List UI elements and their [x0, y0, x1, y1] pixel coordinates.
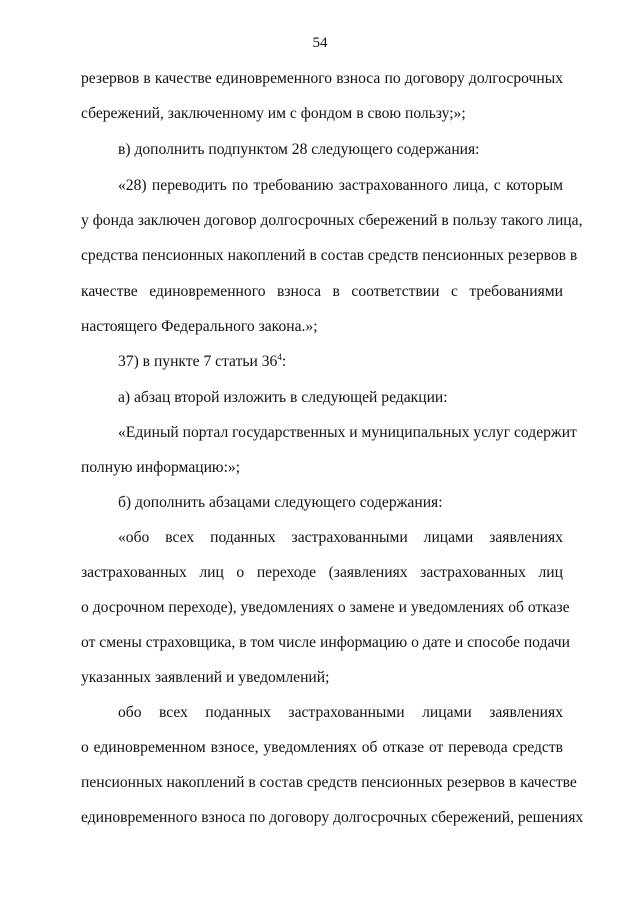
text-line: пенсионных накоплений в состав средств пенсионных резервов в качестве — [81, 774, 577, 791]
text-line: б) дополнить абзацами следующего содержания: — [118, 494, 443, 511]
text-line: у фонда заключен договор долгосрочных сбережений в пользу такого лица, — [81, 212, 583, 229]
text-line: «Единый портал государственных и муниципальных услуг содержит — [118, 424, 577, 441]
text-line: средства пенсионных накоплений в состав средств пенсионных резервов в — [81, 247, 578, 264]
text-line: полную информацию:»; — [81, 459, 241, 476]
text-line: «обо всех поданных застрахованными лицами заявлениях — [118, 529, 563, 546]
page-number: 54 — [312, 35, 328, 51]
text-line: застрахованных лиц о переходе (заявлениях застрахованных лиц — [81, 564, 563, 581]
article-superscript: 4 — [277, 351, 282, 362]
text-line: настоящего Федерального закона.»; — [81, 318, 318, 335]
text-line: от смены страховщика, в том числе информацию о дате и способе подачи — [81, 634, 570, 651]
item-37-line — [118, 352, 563, 372]
text-line: указанных заявлений и уведомлений; — [81, 669, 330, 686]
text-line: а) абзац второй изложить в следующей редакции: — [118, 389, 448, 406]
text-line: сбережений, заключенному им с фондом в свою пользу;»; — [81, 105, 466, 122]
text-line: единовременного взноса по договору долгосрочных сбережений, решениях — [81, 809, 584, 826]
text-line: о досрочном переходе), уведомлениях о замене и уведомлениях об отказе — [81, 599, 570, 616]
item-37-colon: : — [281, 353, 287, 370]
text-line: резервов в качестве единовременного взноса по договору долгосрочных — [81, 70, 563, 87]
text-line: качестве единовременного взноса в соответствии с требованиями — [81, 283, 563, 300]
text-line: в) дополнить подпунктом 28 следующего содержания: — [118, 141, 480, 158]
text-line: о единовременном взносе, уведомлениях об отказе от перевода средств — [81, 739, 563, 756]
item-37-text: 37) в пункте 7 статьи 36 — [118, 353, 278, 370]
text-line: обо всех поданных застрахованными лицами заявлениях — [118, 704, 563, 721]
text-line: «28) переводить по требованию застрахованного лица, с которым — [118, 177, 563, 194]
